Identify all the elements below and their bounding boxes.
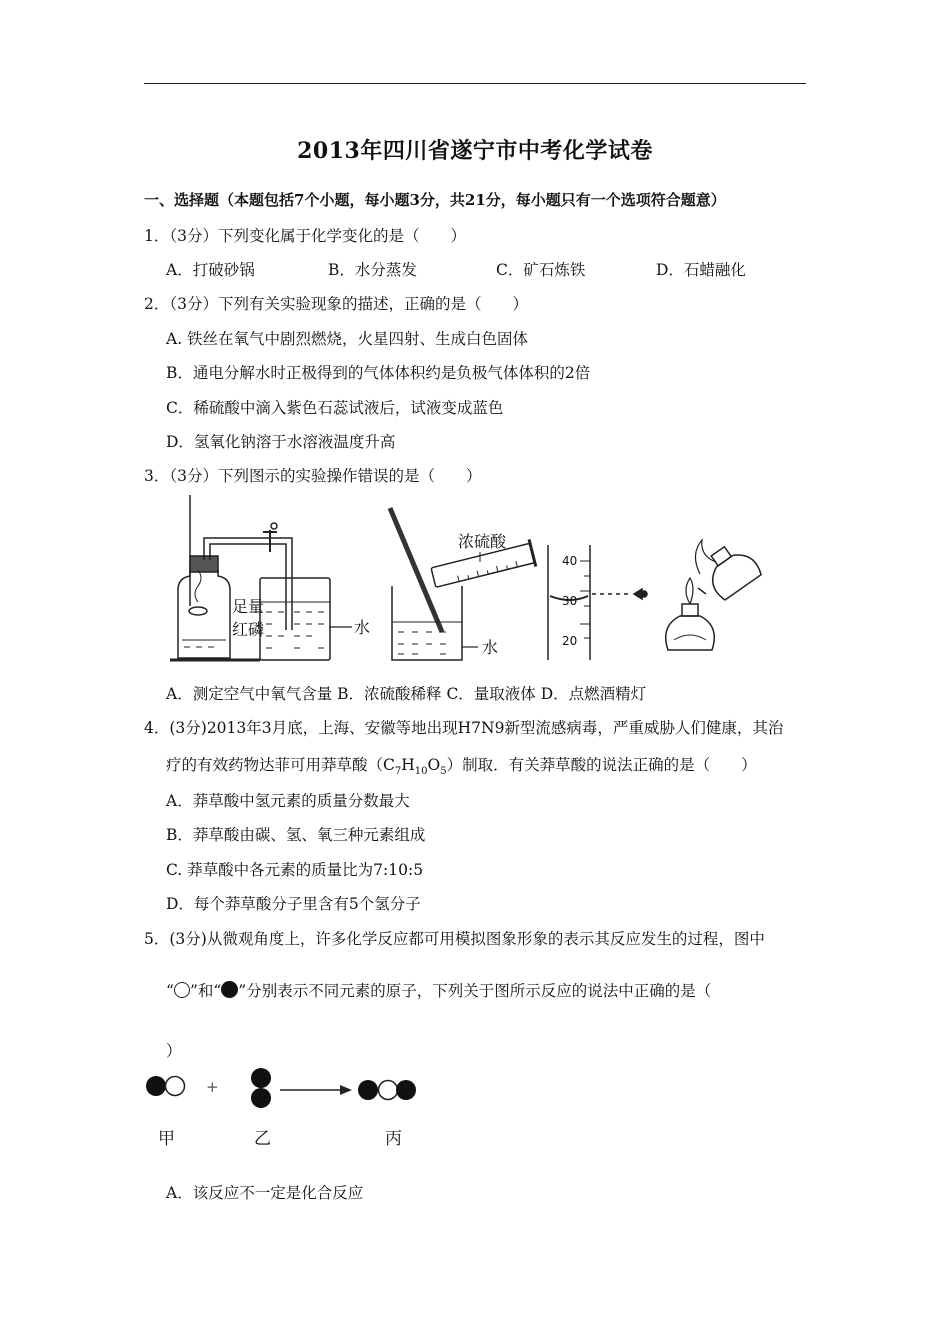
q1-stem: 1．（3分）下列变化属于化学变化的是（ ） bbox=[144, 227, 466, 245]
q4-option-b: B．莽草酸由碳、氢、氧三种元素组成 bbox=[166, 826, 426, 844]
q5-and-text: ”和“ bbox=[189, 982, 222, 1000]
label-water-b: 水 bbox=[482, 638, 499, 657]
formula-o: O bbox=[427, 756, 441, 774]
formula-h-sub: 10 bbox=[414, 766, 428, 778]
q3-figure bbox=[160, 490, 760, 665]
q4-line1: 4．(3分)2013年3月底，上海、安徽等地出现H7N9新型流感病毒，严重威胁人们健康，其治 bbox=[144, 719, 784, 737]
q3-options: A．测定空气中氧气含量 B．浓硫酸稀释 C．量取液体 D．点燃酒精灯 bbox=[166, 685, 647, 703]
white-atom-icon bbox=[174, 982, 190, 998]
q2-option-b: B．通电分解水时正极得到的气体体积约是负极气体体积的2倍 bbox=[166, 364, 591, 382]
acid-dilution-diagram bbox=[390, 508, 536, 660]
q1-option-d: D．石蜡融化 bbox=[656, 261, 746, 279]
formula-h: H bbox=[401, 756, 415, 774]
q5-open-quote-1: “ bbox=[166, 982, 174, 1000]
q1-option-b: B．水分蒸发 bbox=[328, 261, 417, 279]
q5-line3: ） bbox=[166, 1042, 182, 1060]
q5-line1: 5．(3分)从微观角度上，许多化学反应都可用模拟图象形象的表示其反应发生的过程，图中 bbox=[144, 930, 765, 948]
label-bing: 丙 bbox=[385, 1129, 402, 1149]
molecule-jia bbox=[146, 1076, 185, 1096]
label-conc-sulfuric-acid: 浓硫酸 bbox=[458, 532, 507, 551]
black-atom-icon bbox=[221, 981, 238, 998]
q5-line2 bbox=[166, 979, 711, 1001]
q4-option-a: A．莽草酸中氢元素的质量分数最大 bbox=[166, 792, 410, 810]
q3-stem: 3．（3分）下列图示的实验操作错误的是（ ） bbox=[144, 467, 482, 485]
q5-option-a: A．该反应不一定是化合反应 bbox=[166, 1184, 364, 1202]
q1-option-c: C．矿石炼铁 bbox=[496, 261, 586, 279]
q4-line2-pre: 疗的有效药物达菲可用莽草酸（ bbox=[166, 756, 384, 774]
top-rule bbox=[144, 83, 806, 84]
alcohol-lamp-diagram bbox=[666, 537, 763, 650]
plus-sign: + bbox=[206, 1078, 219, 1096]
section-heading: 一、选择题（本题包括7个小题，每小题3分，共21分，每小题只有一个选项符合题意） bbox=[144, 191, 726, 209]
label-red-phosphorus: 红磷 bbox=[232, 620, 265, 639]
tick-30: 30 bbox=[562, 594, 578, 608]
reaction-diagram bbox=[140, 1064, 440, 1154]
label-jia: 甲 bbox=[158, 1129, 175, 1149]
molecule-bing bbox=[358, 1080, 416, 1100]
formula-o-sub: 5 bbox=[440, 766, 447, 778]
q5-line2-rest: ”分别表示不同元素的原子，下列关于图所示反应的说法中正确的是（ bbox=[238, 982, 712, 1000]
page-title: 2013年四川省遂宁市中考化学试卷 bbox=[297, 138, 653, 164]
reaction-arrow bbox=[280, 1085, 352, 1095]
formula-c-sub: 7 bbox=[394, 766, 402, 778]
q1-option-a: A．打破砂锅 bbox=[166, 261, 255, 279]
molecule-yi bbox=[251, 1068, 271, 1108]
q2-option-d: D．氢氧化钠溶于水溶液温度升高 bbox=[166, 433, 396, 451]
q4-line2-post: ）制取．有关莽草酸的说法正确的是（ ） bbox=[446, 756, 757, 774]
label-yi: 乙 bbox=[254, 1129, 271, 1149]
tick-40: 40 bbox=[562, 554, 578, 568]
formula-c: C bbox=[383, 756, 395, 774]
q4-line2 bbox=[166, 753, 757, 777]
q4-option-c: C. 莽草酸中各元素的质量比为7:10:5 bbox=[166, 861, 424, 879]
q4-option-d: D．每个莽草酸分子里含有5个氢分子 bbox=[166, 895, 421, 913]
q2-stem: 2．（3分）下列有关实验现象的描述，正确的是（ ） bbox=[144, 295, 528, 313]
label-water-a: 水 bbox=[354, 618, 371, 637]
tick-20: 20 bbox=[562, 634, 578, 648]
label-ample: 足量 bbox=[232, 597, 265, 616]
q2-option-a: A. 铁丝在氧气中剧烈燃烧，火星四射、生成白色固体 bbox=[166, 330, 529, 348]
q2-option-c: C．稀硫酸中滴入紫色石蕊试液后，试液变成蓝色 bbox=[166, 399, 504, 417]
